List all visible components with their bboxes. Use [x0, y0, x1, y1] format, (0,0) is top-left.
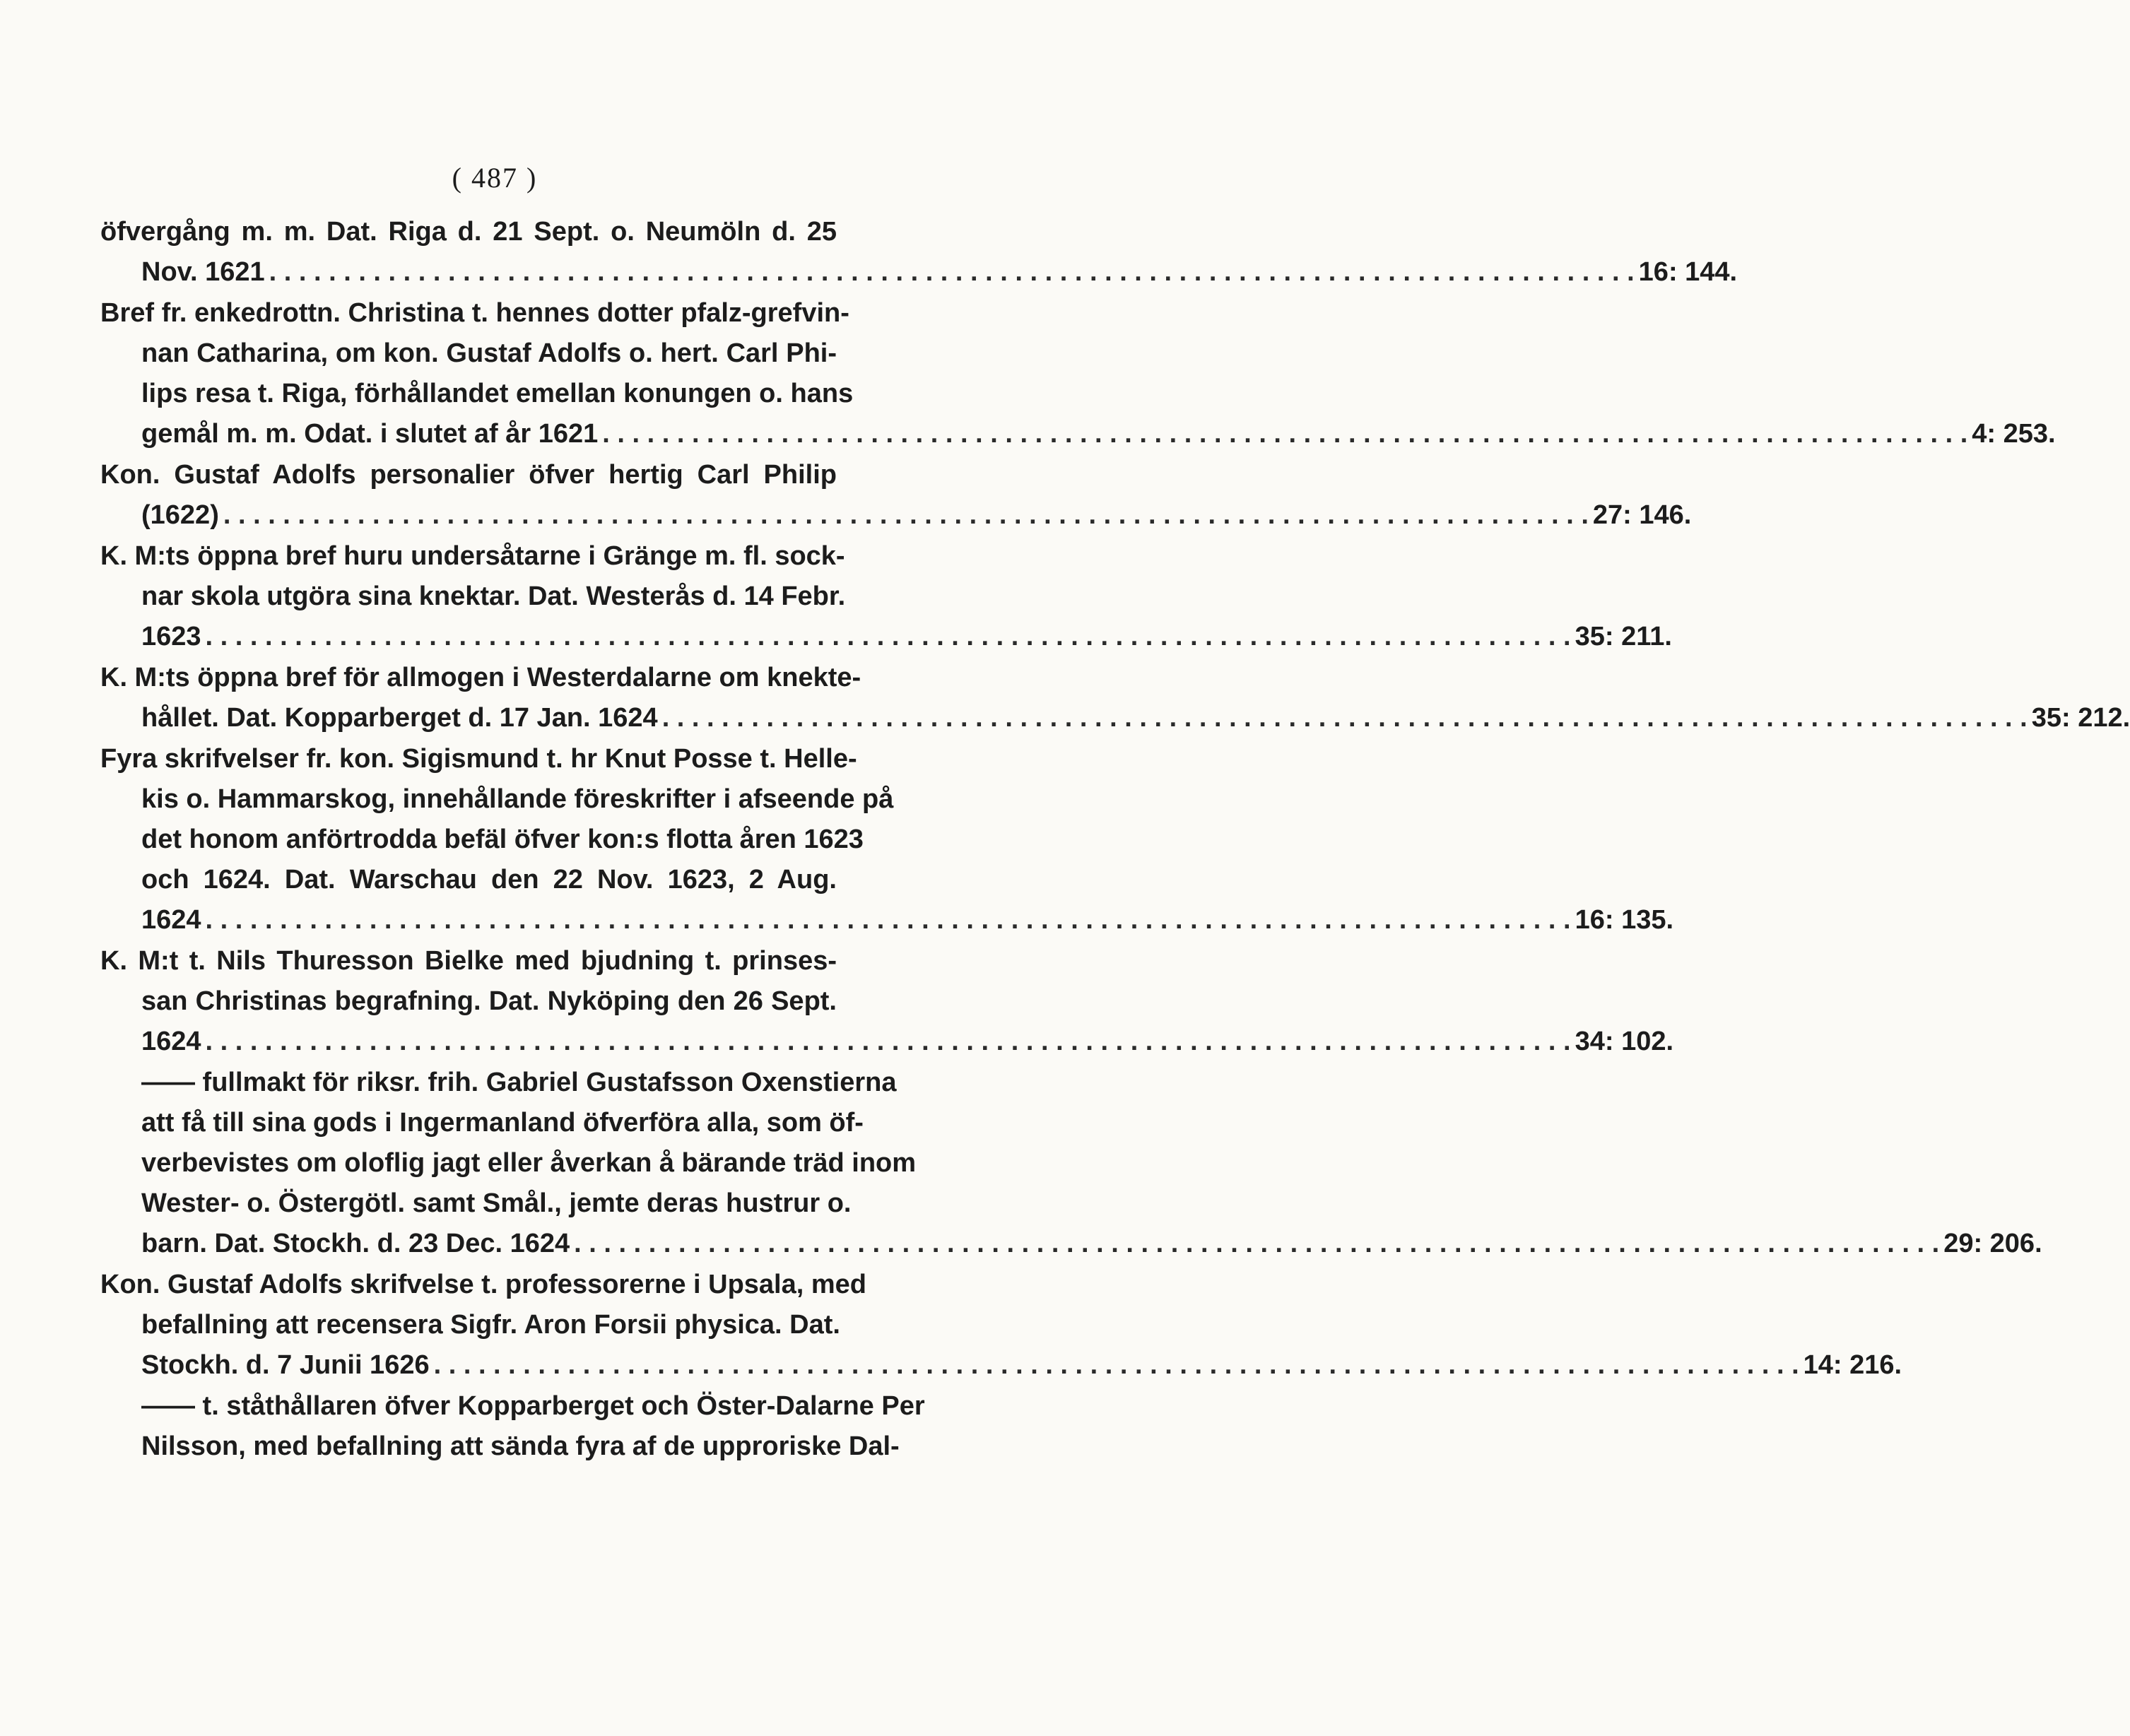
entry-line: Stockh. d. 7 Junii 1626: [141, 1350, 430, 1380]
entry-list: [100, 212, 2130, 1468]
entry-line-with-ref: [100, 495, 1692, 536]
entry-line: kis o. Hammarskog, innehållande föreskrifter i afseende på: [141, 784, 894, 814]
entry-line: lips resa t. Riga, förhållandet emellan konungen o. hans: [141, 379, 854, 408]
entry-line: Nilsson, med befallning att sända fyra af de upproriske Dal-: [141, 1431, 900, 1461]
dot-leader: [658, 698, 2032, 738]
list-item: [100, 1386, 925, 1467]
entry-line: Wester- o. Östergötl. samt Smål., jemte deras hustrur o.: [141, 1188, 852, 1218]
entry-line: att få till sina gods i Ingermanland öfverföra alla, som öf-: [141, 1108, 864, 1138]
volume-page-ref: 29: 206.: [1943, 1229, 2042, 1258]
dot-leader: [201, 617, 1575, 657]
entry-line: Nov. 1621: [141, 257, 265, 287]
dot-leader: [430, 1345, 1804, 1386]
entry-line: K. M:ts öppna bref huru undersåtarne i Gränge m. fl. sock-: [100, 541, 845, 571]
entry-line-with-ref: [100, 900, 1674, 940]
entry-line-with-ref: [100, 252, 1738, 293]
volume-page-ref: 35: 211.: [1575, 622, 1672, 651]
volume-page-ref: 16: 144.: [1638, 257, 1738, 287]
list-item: [100, 455, 1692, 536]
entry-line: nan Catharina, om kon. Gustaf Adolfs o. hert. Carl Phi-: [141, 338, 837, 368]
entry-line: nar skola utgöra sina knektar. Dat. Westerås d. 14 Febr.: [141, 581, 846, 611]
entry-line: barn. Dat. Stockh. d. 23 Dec. 1624: [141, 1229, 570, 1258]
dot-leader: [265, 252, 1639, 293]
list-item: [100, 658, 2130, 738]
dot-leader: [219, 495, 1593, 536]
entry-line: 1623: [141, 622, 201, 651]
entry-line: Bref fr. enkedrottn. Christina t. hennes dotter pfalz-grefvin-: [100, 298, 849, 328]
volume-page-ref: 27: 146.: [1592, 500, 1692, 530]
entry-line-with-ref: [100, 414, 2056, 454]
dot-leader: [598, 414, 1972, 454]
dot-leader: [201, 1022, 1575, 1062]
list-item: [100, 1265, 1902, 1386]
dot-leader: [570, 1224, 1943, 1264]
entry-line: Fyra skrifvelser fr. kon. Sigismund t. hr Knut Posse t. Helle-: [100, 744, 857, 774]
entry-line-with-ref: [100, 1345, 1902, 1386]
entry-line: och 1624. Dat. Warschau den 22 Nov. 1623, 2 Aug.: [141, 865, 837, 894]
list-item: [100, 536, 1672, 657]
list-item: [100, 212, 1738, 293]
entry-line: gemål m. m. Odat. i slutet af år 1621: [141, 419, 599, 449]
page-number: ( 487 ): [452, 162, 538, 194]
entry-line: verbevistes om oloflig jagt eller åverkan å bärande träd inom: [141, 1148, 917, 1178]
entry-line: hållet. Dat. Kopparberget d. 17 Jan. 1624: [141, 703, 658, 733]
entry-line: K. M:ts öppna bref för allmogen i Westerdalarne om knekte-: [100, 663, 861, 692]
entry-line: öfvergång m. m. Dat. Riga d. 21 Sept. o. Neumöln d. 25: [100, 217, 837, 247]
entry-line: —— t. ståthållaren öfver Kopparberget och Öster-Dalarne Per: [141, 1391, 925, 1421]
volume-page-ref: 14: 216.: [1803, 1350, 1902, 1380]
entry-line: —— fullmakt för riksr. frih. Gabriel Gustafsson Oxenstierna: [141, 1068, 897, 1097]
entry-line: (1622): [141, 500, 219, 530]
entry-line: 1624: [141, 905, 201, 935]
entry-line: 1624: [141, 1027, 201, 1056]
entry-line: det honom anförtrodda befäl öfver kon:s flotta åren 1623: [141, 825, 864, 854]
volume-page-ref: 34: 102.: [1575, 1027, 1674, 1056]
list-item: [100, 293, 2056, 454]
entry-line: Kon. Gustaf Adolfs skrifvelse t. professorerne i Upsala, med: [100, 1270, 867, 1299]
entry-line-with-ref: [100, 617, 1672, 657]
entry-line-with-ref: [100, 698, 2130, 738]
volume-page-ref: 4: 253.: [1972, 419, 2056, 449]
volume-page-ref: 35: 212.: [2031, 703, 2130, 733]
list-item: [100, 739, 1674, 940]
list-item: [100, 941, 1674, 1062]
volume-page-ref: 16: 135.: [1575, 905, 1674, 935]
entry-line-with-ref: [100, 1022, 1674, 1062]
entry-line: K. M:t t. Nils Thuresson Bielke med bjudning t. prinses-: [100, 946, 837, 976]
entry-line: befallning att recensera Sigfr. Aron Forsii physica. Dat.: [141, 1310, 840, 1340]
dot-leader: [201, 900, 1575, 940]
entry-line: Kon. Gustaf Adolfs personalier öfver hertig Carl Philip: [100, 460, 837, 490]
list-item: [100, 1063, 2042, 1264]
entry-line-with-ref: [100, 1224, 2042, 1264]
entry-line: san Christinas begrafning. Dat. Nyköping den 26 Sept.: [141, 986, 837, 1016]
